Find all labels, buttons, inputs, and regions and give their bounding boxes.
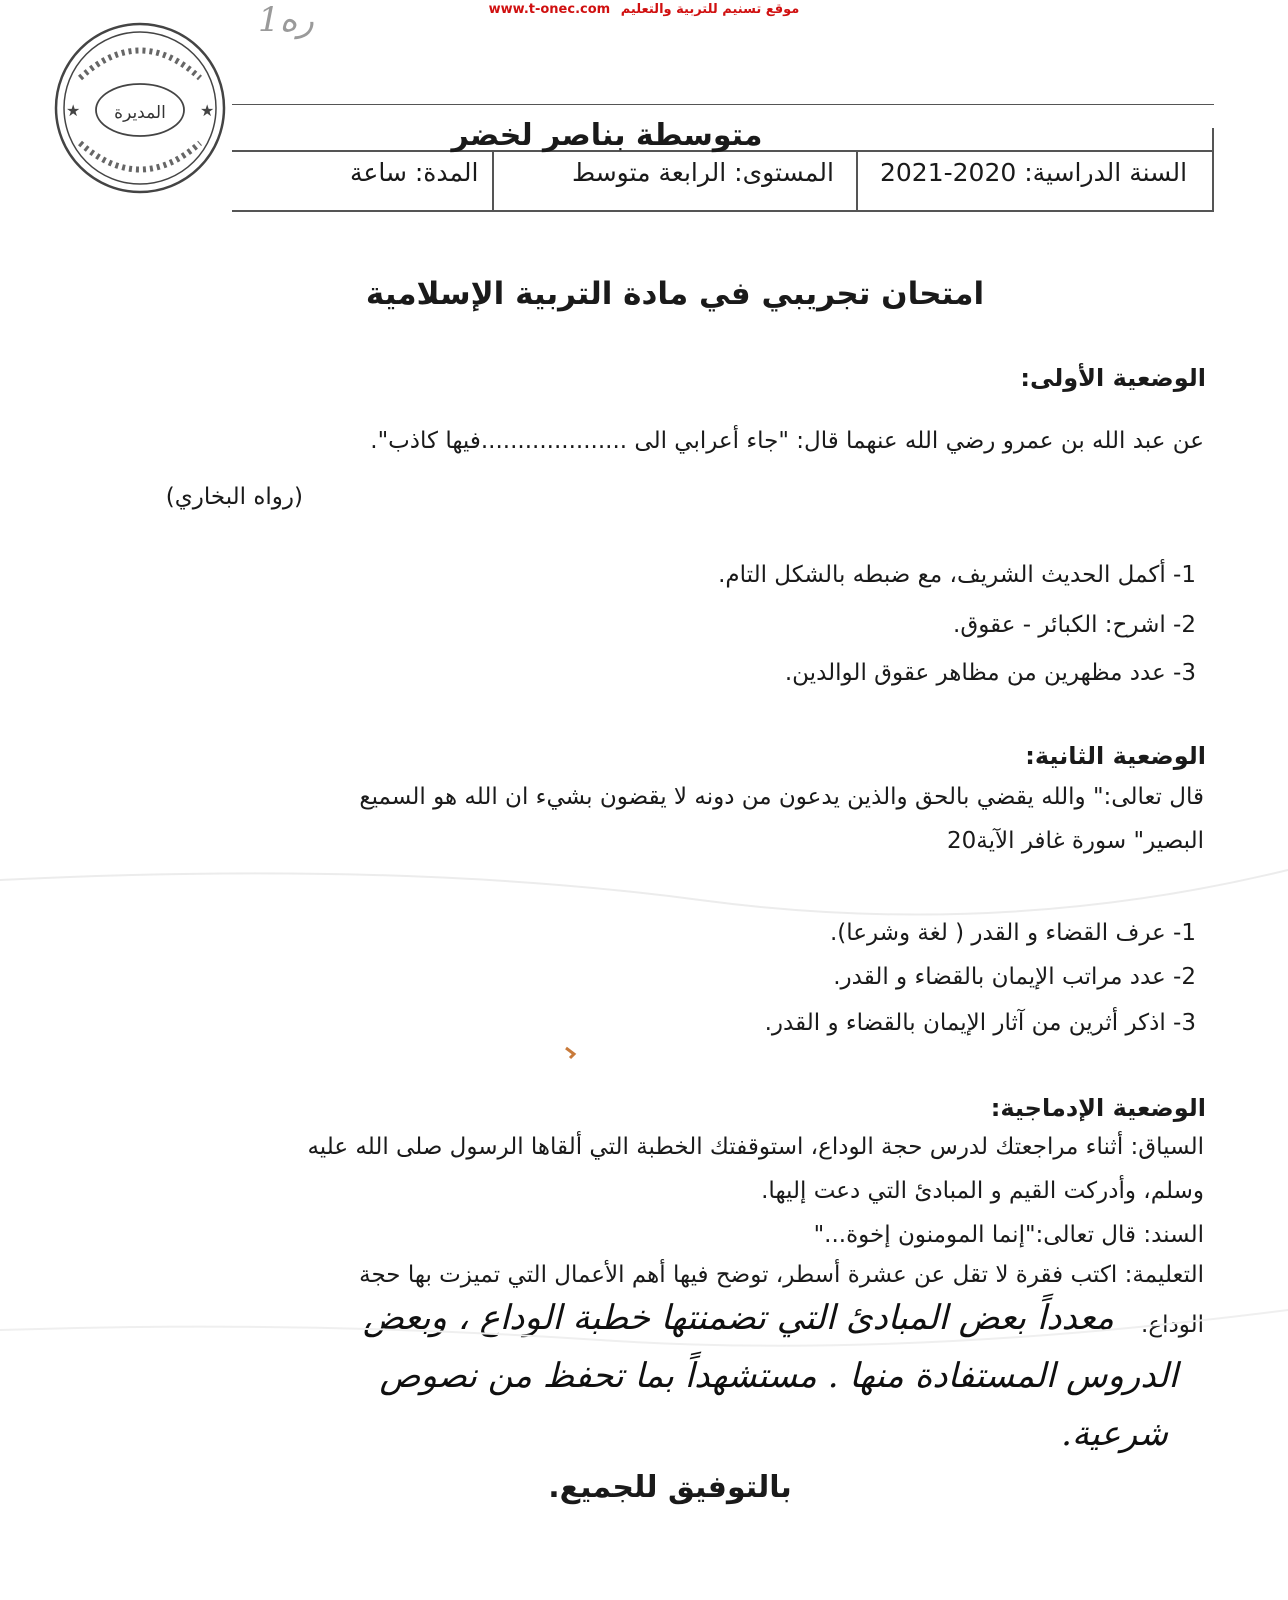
verse-line-1: قال تعالى:" والله يقضي بالحق والذين يدعون من دونه لا يقضون بشيء ان الله هو السميع — [359, 784, 1204, 810]
school-name: متوسطة بناصر لخضر — [451, 118, 763, 153]
level: المستوى: الرابعة متوسط — [572, 158, 834, 187]
handwritten-page-mark: 1ره — [258, 0, 314, 40]
instruction-line-2: الوداع. — [1141, 1312, 1204, 1338]
s2-question-1: 1- عرف القضاء و القدر ( لغة وشرعا). — [830, 920, 1196, 946]
s2-question-3: 3- اذكر أثرين من آثار الإيمان بالقضاء و القدر. — [764, 1010, 1196, 1036]
section2-title: الوضعية الثانية: — [1025, 742, 1206, 770]
handwritten-line-2: الدروس المستفادة منها . مستشهداً بما تحفظ من نصوص — [379, 1356, 1178, 1396]
svg-text:★: ★ — [200, 101, 215, 120]
site-url: www.t-onec.com — [488, 2, 611, 17]
site-name: موقع تسنيم للتربية والتعليم — [620, 2, 800, 17]
closing-wish: بالتوفيق للجميع. — [548, 1470, 792, 1505]
support-text: السند: قال تعالى:"إنما المومنون إخوة..." — [813, 1222, 1204, 1248]
s1-question-2: 2- اشرح: الكبائر - عقوق. — [953, 612, 1196, 638]
exam-title: امتحان تجريبي في مادة التربية الإسلامية — [365, 276, 985, 312]
s1-question-3: 3- عدد مظهرين من مظاهر عقوق الوالدين. — [784, 660, 1196, 686]
stamp-text: المديرة — [114, 103, 166, 123]
s2-question-2: 2- عدد مراتب الإيمان بالقضاء و القدر. — [833, 964, 1196, 990]
instruction-line-1: التعليمة: اكتب فقرة لا تقل عن عشرة أسطر، توضح فيها أهم الأعمال التي تميزت بها حجة — [359, 1262, 1204, 1288]
svg-text:★: ★ — [66, 101, 81, 120]
handwritten-line-3: شرعية. — [1061, 1414, 1168, 1454]
section3-title: الوضعية الإدماجية: — [990, 1094, 1206, 1122]
verse-line-2: البصير" سورة غافر الآية20 — [947, 828, 1204, 854]
section1-title: الوضعية الأولى: — [1020, 364, 1206, 392]
school-year: السنة الدراسية: 2020-2021 — [880, 158, 1188, 187]
hadith-source: (رواه البخاري) — [165, 484, 303, 510]
duration: المدة: ساعة — [350, 158, 479, 187]
handwritten-line-1: معدداً بعض المبادئ التي تضمنتها خطبة الوداع ، وبعض — [363, 1298, 1114, 1338]
context-line-2: وسلم، وأدركت القيم و المبادئ التي دعت إليها. — [761, 1178, 1204, 1204]
hadith-text: عن عبد الله بن عمرو رضي الله عنهما قال: "جاء أعرابي الى ....................فيها كاذب". — [370, 428, 1204, 454]
s1-question-1: 1- أكمل الحديث الشريف، مع ضبطه بالشكل التام. — [718, 562, 1196, 588]
context-line-1: السياق: أثناء مراجعتك لدرس حجة الوداع، استوقفتك الخطبة التي ألقاها الرسول صلى الله عليه — [307, 1134, 1204, 1160]
